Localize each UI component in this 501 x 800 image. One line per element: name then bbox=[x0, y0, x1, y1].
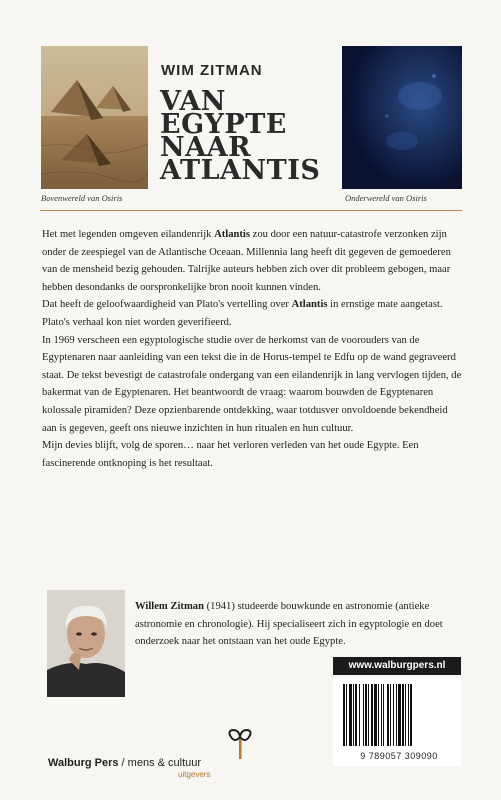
body-text bbox=[42, 226, 462, 472]
author-photo bbox=[47, 590, 125, 697]
right-image-caption: Onderwereld van Osiris bbox=[345, 193, 427, 203]
underworld-photo bbox=[342, 46, 462, 189]
paragraph-1: Het met legenden omgeven eilandenrijk Atlantis zou door een natuur-catastrofe verzonken zijn onder de zeespiegel van de Atlantische Oceaan. Millennia lang heeft dit gegeven de gemoederen van de mensheid bezig gehouden. Talrijke auteurs hebben zich over dit probleem gebogen, maar hebben desondanks de oorspronkelijke bron nooit kunnen vinden. bbox=[42, 229, 451, 293]
bio-text: (1941) studeerde bouwkunde en astronomie (antieke astronomie en chronologie). Hij specialiseert zich in egyptologie en doet onderzoek naar het ontstaan van het oude Egypte. bbox=[135, 601, 443, 648]
divider bbox=[40, 210, 462, 211]
title-line-4: ATLANTIS bbox=[160, 155, 321, 186]
left-image-caption: Bovenwereld van Osiris bbox=[41, 193, 123, 203]
bio-name: Willem Zitman bbox=[135, 601, 204, 612]
publisher-url: www.walburgpers.nl bbox=[333, 657, 461, 675]
isbn-number: 9 789057 309090 bbox=[360, 751, 438, 761]
pyramids-photo bbox=[41, 46, 148, 189]
cover-title bbox=[160, 86, 321, 186]
publisher-subtitle: uitgevers bbox=[178, 770, 211, 779]
paragraph-2: Dat heeft de geloofwaardigheid van Plato's vertelling over Atlantis in ernstige mate aangetast. Plato's verhaal kon niet worden geverifieerd. bbox=[42, 299, 443, 328]
paragraph-4: Mijn devies blijft, volg de sporen… naar het verloren verleden van het oude Egypte. Een fascinerende ontknoping is het resultaat. bbox=[42, 440, 419, 469]
cover-author: WIM ZITMAN bbox=[161, 62, 263, 79]
author-bio bbox=[135, 598, 465, 651]
publisher-name: Walburg Pers / mens & cultuur bbox=[48, 757, 202, 769]
paragraph-3: In 1969 verscheen een egyptologische studie over de herkomst van de voorouders van de Egyptenaren naar aanleiding van een tekst die in de Horus-tempel te Edfu op de wand gegraveerd staat. De tekst bevestigt de catastrofale ondergang van een eilandenrijk in lang vervlogen tijden, de bakermat van de Egyptenaren. Het beantwoordt de vraag: waarom bouwden de Egyptenaren kolossale piramiden? Deze opzienbarende ontdekking, waar totdusver onvoldoende bekendheid aan is gegeven, geeft ons nieuwe inzichten in hun ritualen en hun cultuur. bbox=[42, 334, 462, 434]
title-line-1: VAN bbox=[160, 86, 226, 117]
title-line-3: NAAR bbox=[160, 132, 252, 163]
title-line-2: EGYPTE bbox=[160, 109, 287, 140]
mens-cultuur-logo bbox=[225, 727, 255, 763]
